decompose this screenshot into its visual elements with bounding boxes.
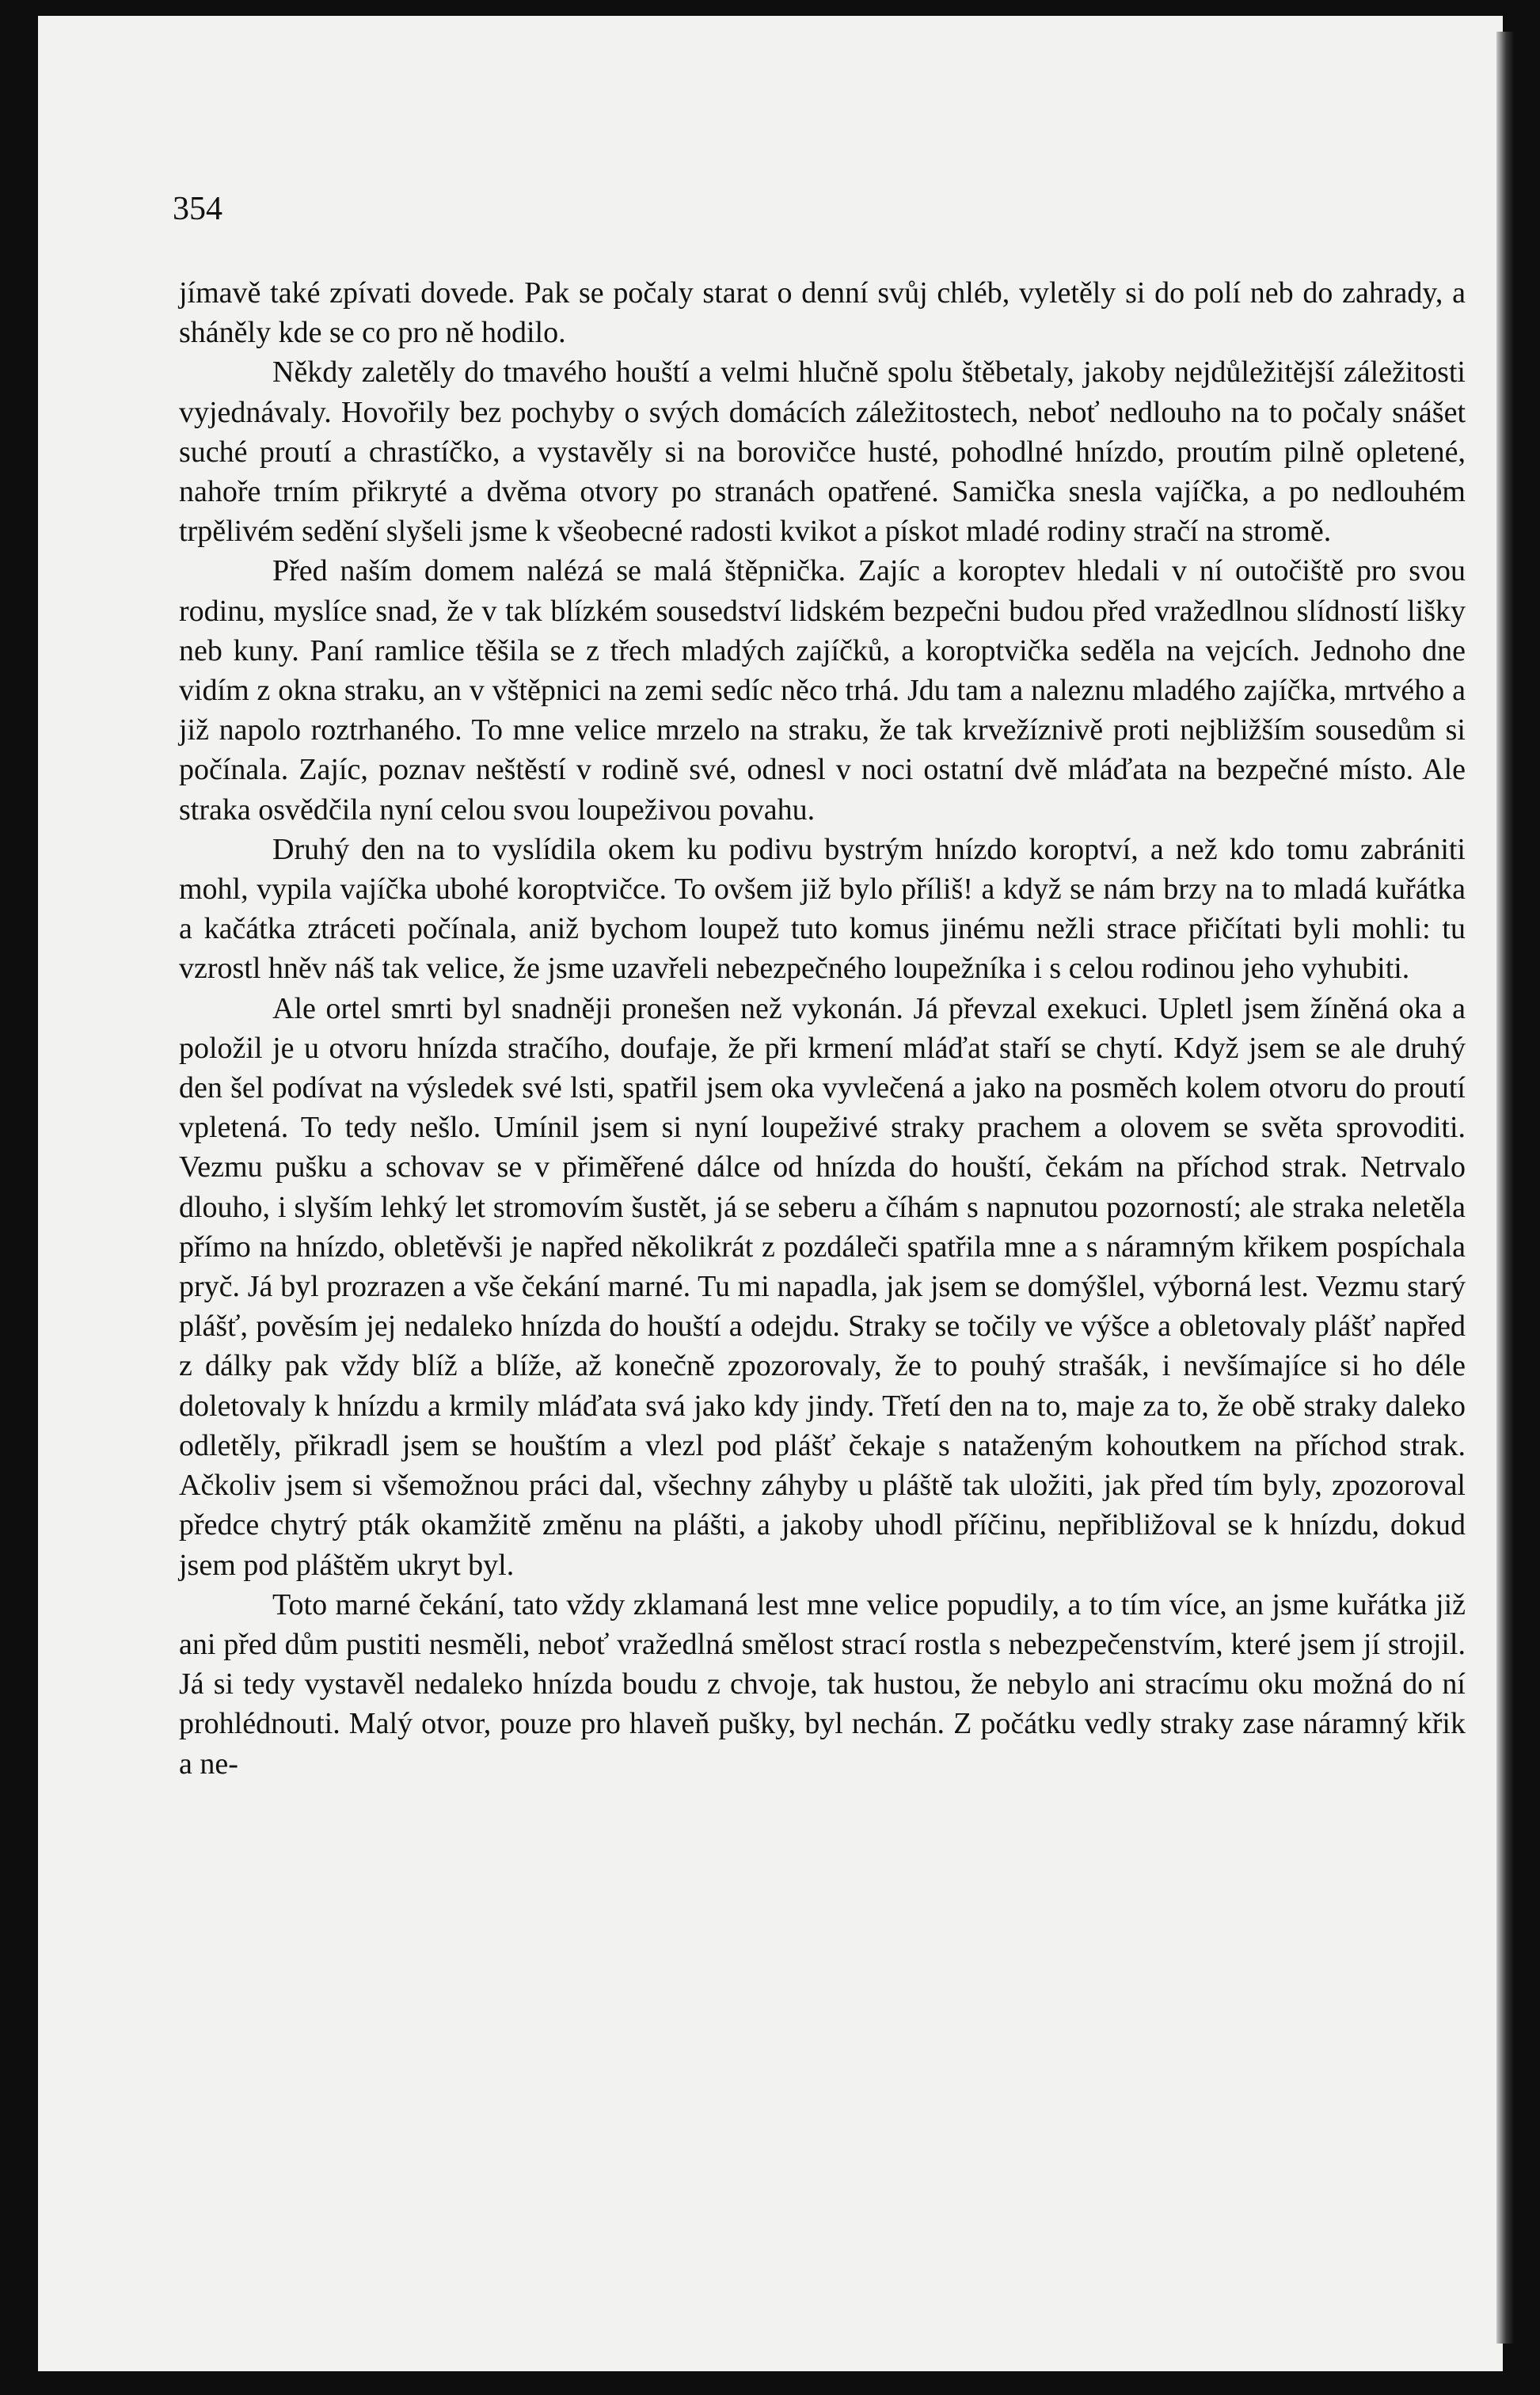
book-page [38,16,1503,2371]
paragraph-6: Toto marné čekání, tato vždy zklamaná lest mne velice popudily, a to tím více, an jsme kuřátka již ani před dům pustiti nesměli, neboť vražedlná smělost strací rostla s nebezpečenstvím, které jsem jí strojil. Já si tedy vystavěl nedaleko hnízda boudu z chvoje, tak hustou, že nebylo ani stracímu oku možná do ní prohlédnouti. Malý otvor, pouze pro hlaveň pušky, byl nechán. Z počátku vedly straky zase náramný křik a ne- [179,1587,1466,1781]
page-number: 354 [173,191,222,227]
book-spine-shadow [1496,32,1514,2344]
paragraph-3: Před naším domem nalézá se malá štěpnička. Zajíc a koroptev hledali v ní outočiště pro svou rodinu, myslíce snad, že v tak blízkém sousedství lidském bezpečni budou před vražedlnou slídností lišky neb kuny. Paní ramlice těšila se z třech mladých zajíčků, a koroptvička seděla na vejcích. Jednoho dne vidím z okna straku, an v vštěpnici na zemi sedíc něco trhá. Jdu tam a naleznu mladého zajíčka, mrtvého a již napolo roztrhaného. To mne velice mrzelo na straku, že tak krvežíznivě proti nejbližším sousedům si počínala. Zajíc, poznav neštěstí v rodině své, odnesl v noci ostatní dvě mláďata na bezpečné místo. Ale straka osvědčila nyní celou svou loupeživou povahu. [179,554,1466,827]
paragraph-1: jímavě také zpívati dovede. Pak se počaly starat o denní svůj chléb, vyletěly si do polí neb do zahrady, a sháněly kde se co pro ně hodilo. [179,276,1466,350]
body-text [179,273,1466,1784]
paragraph-2: Někdy zaletěly do tmavého houští a velmi hlučně spolu štěbetaly, jakoby nejdůležitější záležitosti vyjednávaly. Hovořily bez pochyby o svých domácích záležitostech, neboť nedlouho na to počaly snášet suché proutí a chrastíčko, a vystavěly si na borovičce husté, pohodlné hnízdo, proutím pilně opletené, nahoře trním přikryté a dvěma otvory po stranách opatřené. Samička snesla vajíčka, a po nedlouhém trpělivém sedění slyšeli jsme k všeobecné radosti kvikot a pískot mladé rodiny stračí na stromě. [179,355,1466,549]
paragraph-5: Ale ortel smrti byl snadněji pronešen než vykonán. Já převzal exekuci. Upletl jsem žíněná oka a položil je u otvoru hnízda stračího, doufaje, že při krmení mláďat staří se chytí. Když jsem se ale druhý den šel podívat na výsledek své lsti, spatřil jsem oka vyvlečená a jako na posměch kolem otvoru do proutí vpletená. To tedy nešlo. Umínil jsem si nyní loupeživé straky prachem a olovem se světa sprovoditi. Vezmu pušku a schovav se v přiměřené dálce od hnízda do houští, čekám na příchod strak. Netrvalo dlouho, i slyším lehký let stromovím šustět, já se seberu a číhám s napnutou pozorností; ale straka neletěla přímo na hnízdo, obletěvši je napřed několikrát z pozdáleči spatřila mne a s náramným křikem pospíchala pryč. Já byl prozrazen a vše čekání marné. Tu mi napadla, jak jsem se domýšlel, výborná lest. Vezmu starý plášť, pověsím jej nedaleko hnízda do houští a odejdu. Straky se točily ve výšce a obletovaly plášť napřed z dálky pak vždy blíž a blíže, až konečně zpozorovaly, že to pouhý strašák, i nevšímajíce si ho déle doletovaly k hnízdu a krmily mláďata svá jako kdy jindy. Třetí den na to, maje za to, že obě straky daleko odletěly, přikradl jsem se houštím a vlezl pod plášť čekaje s nataženým kohoutkem na příchod strak. Ačkoliv jsem si všemožnou práci dal, všechny záhyby u pláště tak uložiti, jak před tím byly, zpozoroval předce chytrý pták okamžitě změnu na plášti, a jakoby uhodl příčinu, nepřibližoval se k hnízdu, dokud jsem pod pláštěm ukryt byl. [179,991,1466,1582]
paragraph-4: Druhý den na to vyslídila okem ku podivu bystrým hnízdo koroptví, a než kdo tomu zabrániti mohl, vypila vajíčka ubohé koroptvičce. To ovšem již bylo příliš! a když se nám brzy na to mladá kuřátka a kačátka ztráceti počínala, aniž bychom loupež tuto komus jinému nežli strace přičítati byli mohli: tu vzrostl hněv náš tak velice, že jsme uzavřeli nebezpečného loupežníka i s celou rodinou jeho vyhubiti. [179,832,1466,986]
